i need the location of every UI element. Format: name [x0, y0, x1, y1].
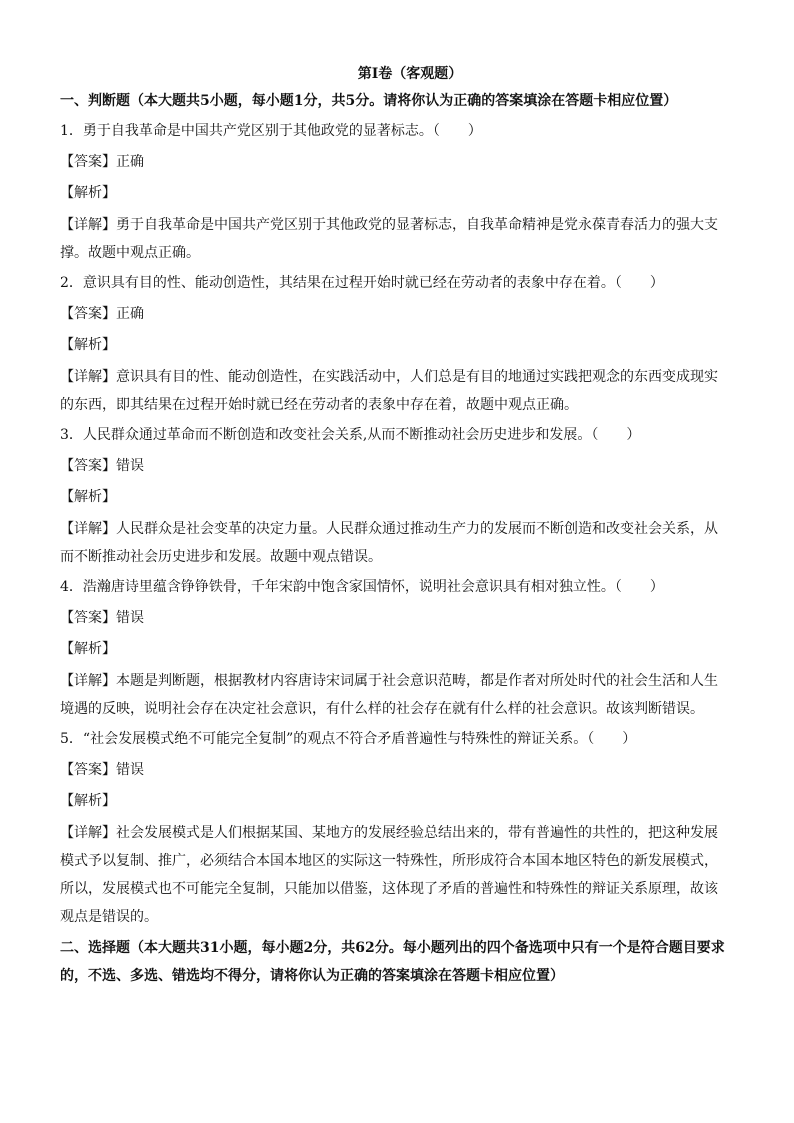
section-2-heading: 二、选择题（本大题共31小题，每小题2分，共62分。每小题列出的四个备选项中只有一个是符合题目要求的，不选、多选、错选均不得分，请将你认为正确的答案填涂在答题卡相应位置） [60, 940, 725, 984]
answer-line [60, 149, 730, 175]
analysis-tag: 【解析】 [60, 337, 116, 353]
answer-tag: 【答案】 [60, 306, 116, 322]
section-1-heading: 一、判断题（本大题共5小题，每小题1分，共5分。请将你认为正确的答案填涂在答题卡相应位置） [60, 93, 678, 109]
question-stem: 5．“社会发展模式绝不可能完全复制”的观点不符合矛盾普遍性与特殊性的辩证关系。（ ） [60, 731, 637, 747]
analysis-tag: 【解析】 [60, 185, 116, 201]
detail-paragraph [60, 211, 730, 267]
answer-value: 正确 [116, 154, 144, 170]
answer-line [60, 301, 730, 327]
question-block-4 [60, 574, 730, 723]
question-stem: 2．意识具有目的性、能动创造性，其结果在过程开始时就已经在劳动者的表象中存在着。（ ） [60, 275, 664, 291]
analysis-tag: 【解析】 [60, 489, 116, 505]
question-stem: 1．勇于自我革命是中国共产党区别于其他政党的显著标志。（ ） [60, 123, 482, 139]
detail-text: 意识具有目的性、能动创造性，在实践活动中，人们总是有目的地通过实践把观念的东西变成现实的东西，即其结果在过程开始时就已经在劳动者的表象中存在着，故题中观点正确。 [60, 369, 718, 413]
answer-tag: 【答案】 [60, 610, 116, 626]
answer-tag: 【答案】 [60, 458, 116, 474]
detail-text: 本题是判断题，根据教材内容唐诗宋词属于社会意识范畴，都是作者对所处时代的社会生活和人生境遇的反映，说明社会存在决定社会意识，有什么样的社会存在就有什么样的社会意识。故该判断错误。 [60, 673, 718, 717]
detail-paragraph [60, 515, 730, 571]
detail-tag: 【详解】 [60, 825, 116, 841]
question-stem: 3．人民群众通过革命而不断创造和改变社会关系,从而不断推动社会历史进步和发展。（ ） [60, 427, 641, 443]
detail-tag: 【详解】 [60, 217, 116, 233]
answer-tag: 【答案】 [60, 762, 116, 778]
question-block-3 [60, 422, 730, 571]
answer-value: 错误 [116, 610, 144, 626]
answer-line [60, 757, 730, 783]
detail-text: 人民群众是社会变革的决定力量。人民群众通过推动生产力的发展而不断创造和改变社会关系，从而不断推动社会历史进步和发展。故题中观点错误。 [60, 521, 718, 565]
analysis-tag: 【解析】 [60, 641, 116, 657]
answer-line [60, 453, 730, 479]
detail-paragraph [60, 667, 730, 723]
volume-title: 第Ⅰ卷（客观题） [357, 66, 463, 82]
document-page [60, 60, 730, 990]
detail-text: 勇于自我革命是中国共产党区别于其他政党的显著标志，自我革命精神是党永葆青春活力的强大支撑。故题中观点正确。 [60, 217, 718, 261]
question-block-1 [60, 118, 730, 267]
detail-text: 社会发展模式是人们根据某国、某地方的发展经验总结出来的，带有普遍性的共性的，把这种发展模式予以复制、推广，必须结合本国本地区的实际这一特殊性，所形成符合本国本地区特色的新发展模式，所以，发展模式也不可能完全复制，只能加以借鉴，这体现了矛盾的普遍性和特殊性的辩证关系原理，故该观点是错误的。 [60, 825, 718, 925]
detail-paragraph [60, 819, 730, 931]
answer-value: 错误 [116, 762, 144, 778]
detail-paragraph [60, 363, 730, 419]
detail-tag: 【详解】 [60, 673, 116, 689]
question-block-5 [60, 726, 730, 931]
answer-tag: 【答案】 [60, 154, 116, 170]
analysis-tag: 【解析】 [60, 793, 116, 809]
answer-value: 正确 [116, 306, 144, 322]
question-stem: 4．浩瀚唐诗里蕴含铮铮铁骨，千年宋韵中饱含家国情怀，说明社会意识具有相对独立性。（ ） [60, 579, 664, 595]
answer-line [60, 605, 730, 631]
detail-tag: 【详解】 [60, 369, 116, 385]
question-block-2 [60, 270, 730, 419]
answer-value: 错误 [116, 458, 144, 474]
detail-tag: 【详解】 [60, 521, 116, 537]
